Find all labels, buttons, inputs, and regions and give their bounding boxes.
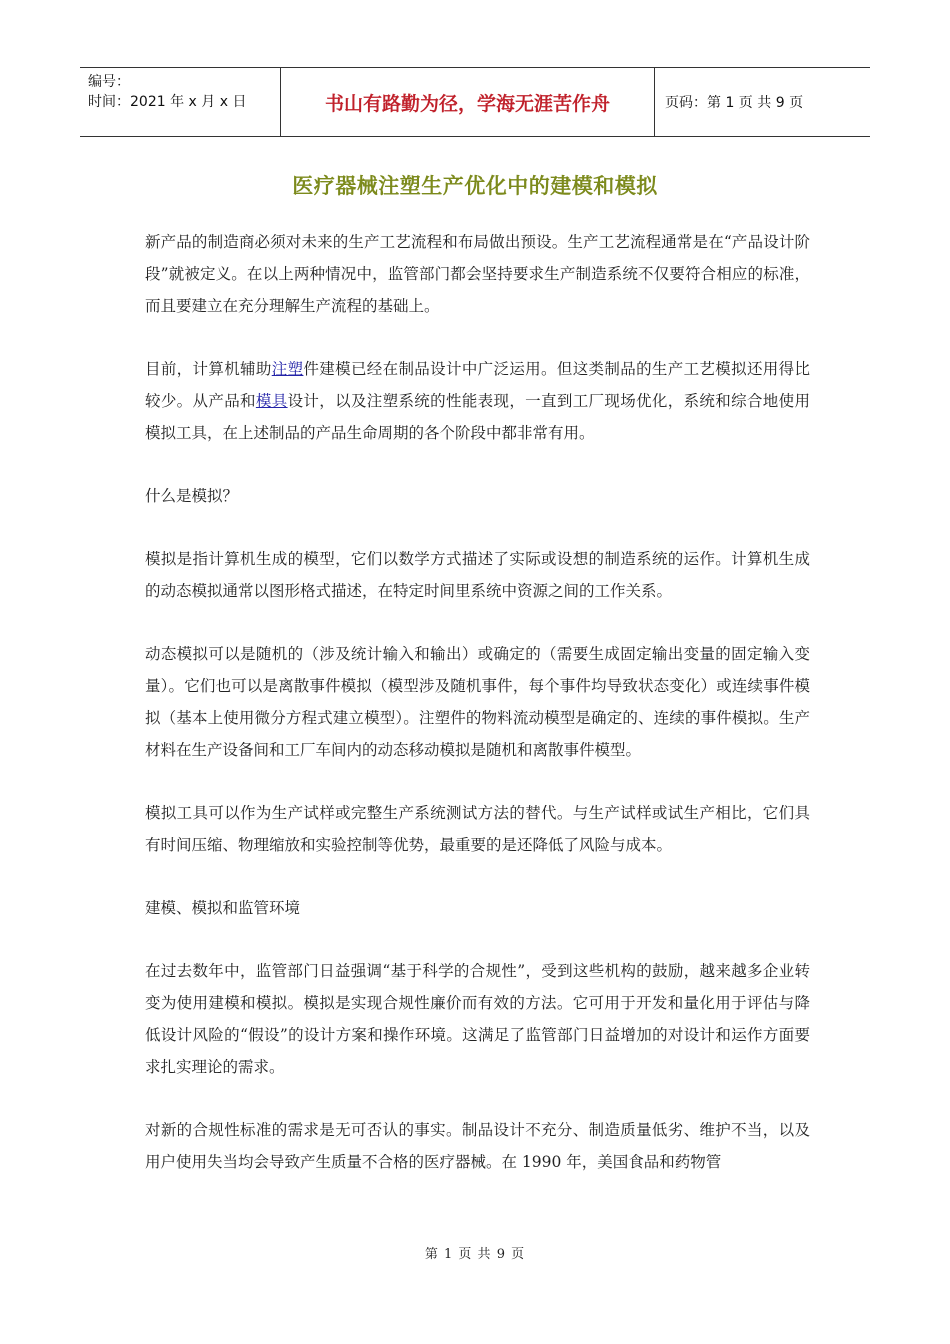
header-motto: 书山有路勤为径，学海无涯苦作舟 [280, 68, 655, 136]
paragraph: 动态模拟可以是随机的（涉及统计输入和输出）或确定的（需要生成固定输出变量的固定输入变量）。它们也可以是离散事件模拟（模型涉及随机事件，每个事件均导致状态变化）或连续事件模拟（基本上使用微分方程式建立模型）。注塑件的物料流动模型是确定的、连续的事件模拟。生产材料在生产设备间和工厂车间内的动态移动模拟是随机和离散事件模型。 [145, 645, 810, 759]
header-meta [80, 68, 280, 136]
paragraph: 在过去数年中，监管部门日益强调“基于科学的合规性”，受到这些机构的鼓励，越来越多企业转变为使用建模和模拟。模拟是实现合规性廉价而有效的方法。它可用于开发和量化用于评估与降低设计风险的“假设”的设计方案和操作环境。这满足了监管部门日益增加的对设计和运作方面要求扎实理论的需求。 [145, 962, 810, 1076]
document-date: 时间：2021 年 x 月 x 日 [88, 94, 247, 110]
paragraph-text: 设计，以及注塑系统的性能表现，一直到工厂现场优化，系统和综合地使用模拟工具，在上述制品的产品生命周期的各个阶段中都非常有用。 [145, 392, 810, 442]
link-injection-molding[interactable]: 注塑 [271, 360, 304, 378]
document-body [145, 226, 810, 1209]
paragraph: 新产品的制造商必须对未来的生产工艺流程和布局做出预设。生产工艺流程通常是在“产品设计阶段”就被定义。在以上两种情况中，监管部门都会坚持要求生产制造系统不仅要符合相应的标准，而且要建立在充分理解生产流程的基础上。 [145, 233, 810, 315]
document-title: 医疗器械注塑生产优化中的建模和模拟 [292, 174, 658, 198]
section-heading: 建模、模拟和监管环境 [145, 899, 301, 917]
header-table [80, 67, 870, 137]
paragraph-text: 件建模已经在制品设计中广泛运用。但这类制品的生产工艺模拟还用得比较少。从产品和 [145, 360, 810, 410]
header-page-info: 页码：第 1 页 共 9 页 [665, 95, 804, 111]
page-footer: 第 1 页 共 9 页 [424, 1247, 526, 1262]
paragraph: 模拟是指计算机生成的模型，它们以数学方式描述了实际或设想的制造系统的运作。计算机生成的动态模拟通常以图形格式描述，在特定时间里系统中资源之间的工作关系。 [145, 550, 810, 600]
document-number-label: 编号： [88, 74, 130, 90]
paragraph: 对新的合规性标准的需求是无可否认的事实。制品设计不充分、制造质量低劣、维护不当，以及用户使用失当均会导致产生质量不合格的医疗器械。在 1990 年，美国食品和药物管 [145, 1121, 810, 1171]
paragraph-text: 目前，计算机辅助 [145, 360, 272, 378]
link-mold[interactable]: 模具 [255, 392, 288, 410]
section-heading: 什么是模拟？ [145, 487, 239, 505]
paragraph [145, 353, 810, 449]
paragraph: 模拟工具可以作为生产试样或完整生产系统测试方法的替代。与生产试样或试生产相比，它们具有时间压缩、物理缩放和实验控制等优势，最重要的是还降低了风险与成本。 [145, 804, 810, 854]
